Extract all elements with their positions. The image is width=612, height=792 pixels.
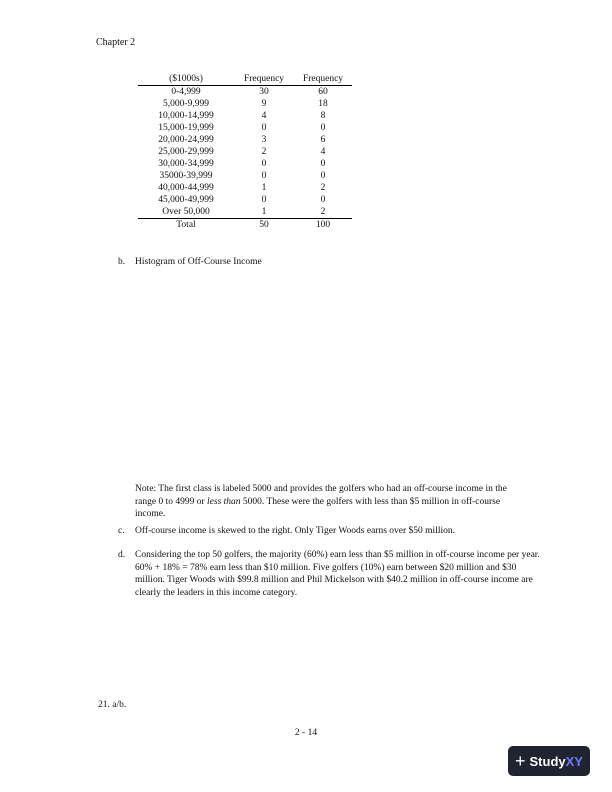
table-total-row	[138, 219, 352, 232]
table-cell: 10,000-14,999	[158, 111, 214, 121]
table-cell: 30,000-34,999	[158, 159, 214, 169]
table-cell: 60	[318, 87, 328, 97]
logo-text-accent: XY	[565, 753, 583, 769]
table-cell: 1	[261, 183, 267, 193]
table-cell: 8	[320, 111, 326, 121]
item-text: Considering the top 50 golfers, the majority (60%) earn less than $5 million in off-course income per year. 60% + 18% = 78% earn less than $10 million. Five golfers (10%) earn between $20 million and $30 million. Tiger Woods with $99.8 million and Phil Mickelson with $40.2 million in off-course income are clearly the leaders in this income category.	[135, 550, 540, 598]
table-cell: 6	[320, 135, 326, 145]
item-letter: c.	[118, 526, 125, 536]
studyxy-logo[interactable]	[508, 746, 590, 776]
table-row	[138, 122, 352, 134]
table-row	[138, 110, 352, 122]
table-cell: 4	[320, 147, 326, 157]
table-cell: 0	[320, 159, 326, 169]
table-cell: 0	[320, 171, 326, 181]
table-total-cell: 50	[234, 219, 294, 232]
table-cell: 4	[261, 111, 267, 121]
note-text: Note: The first class is labeled 5000 and provides the golfers who had an off-course income in the range 0 to 4999 or	[135, 484, 507, 507]
note-text: 5000. These were the golfers with less than $5 million in off-course income.	[135, 496, 501, 519]
chapter-header: Chapter 2	[96, 37, 136, 48]
table-cell: 35000-39,999	[159, 171, 213, 181]
table-cell: 15,000-19,999	[158, 123, 214, 133]
plus-icon: +	[515, 751, 526, 771]
table-row	[138, 182, 352, 194]
page-number: 2 - 14	[294, 728, 318, 738]
item-letter: d.	[118, 550, 126, 560]
table-cell: 2	[261, 147, 267, 157]
table-cell: 0	[261, 159, 267, 169]
table-cell: 1	[261, 207, 267, 217]
table-cell: 0	[261, 171, 267, 181]
column-header: Frequency	[294, 73, 352, 86]
table-row	[138, 146, 352, 158]
table-cell: 2	[320, 207, 326, 217]
question-label: 21. a/b.	[98, 700, 127, 710]
table-row	[138, 134, 352, 146]
table-total-cell: Total	[138, 219, 234, 232]
table-row	[138, 170, 352, 182]
table-cell: 0	[261, 195, 267, 205]
table-cell: 0	[320, 195, 326, 205]
logo-text: Study	[529, 753, 566, 769]
table-cell: 3	[261, 135, 267, 145]
table-cell: 40,000-44,999	[158, 183, 214, 193]
table-cell: 0-4,999	[171, 87, 201, 97]
table-cell: 5,000-9,999	[163, 99, 209, 109]
item-text: Off-course income is skewed to the right. Only Tiger Woods earns over $50 million.	[135, 526, 455, 536]
table-cell: 30	[259, 87, 269, 97]
table-row	[138, 86, 352, 99]
table-cell: 0	[320, 123, 326, 133]
table-cell: 9	[261, 99, 267, 109]
frequency-table	[138, 73, 352, 231]
column-header: ($1000s)	[138, 73, 234, 86]
table-cell: 0	[261, 123, 267, 133]
note-paragraph	[135, 483, 515, 521]
note-emphasis: less than	[207, 496, 241, 507]
table-row	[138, 206, 352, 219]
table-cell: Over 50,000	[162, 207, 210, 217]
table-row	[138, 194, 352, 206]
table-cell: 2	[320, 183, 326, 193]
table-row	[138, 158, 352, 170]
item-text: Histogram of Off-Course Income	[135, 257, 262, 267]
table-cell: 18	[318, 99, 328, 109]
table-total-cell: 100	[294, 219, 352, 232]
item-letter: b.	[118, 257, 126, 267]
table-cell: 20,000-24,999	[158, 135, 214, 145]
table-cell: 45,000-49,999	[158, 195, 214, 205]
table-row	[138, 98, 352, 110]
table-cell: 25,000-29,999	[158, 147, 214, 157]
table-header-row	[138, 73, 352, 86]
column-header: Frequency	[234, 73, 294, 86]
